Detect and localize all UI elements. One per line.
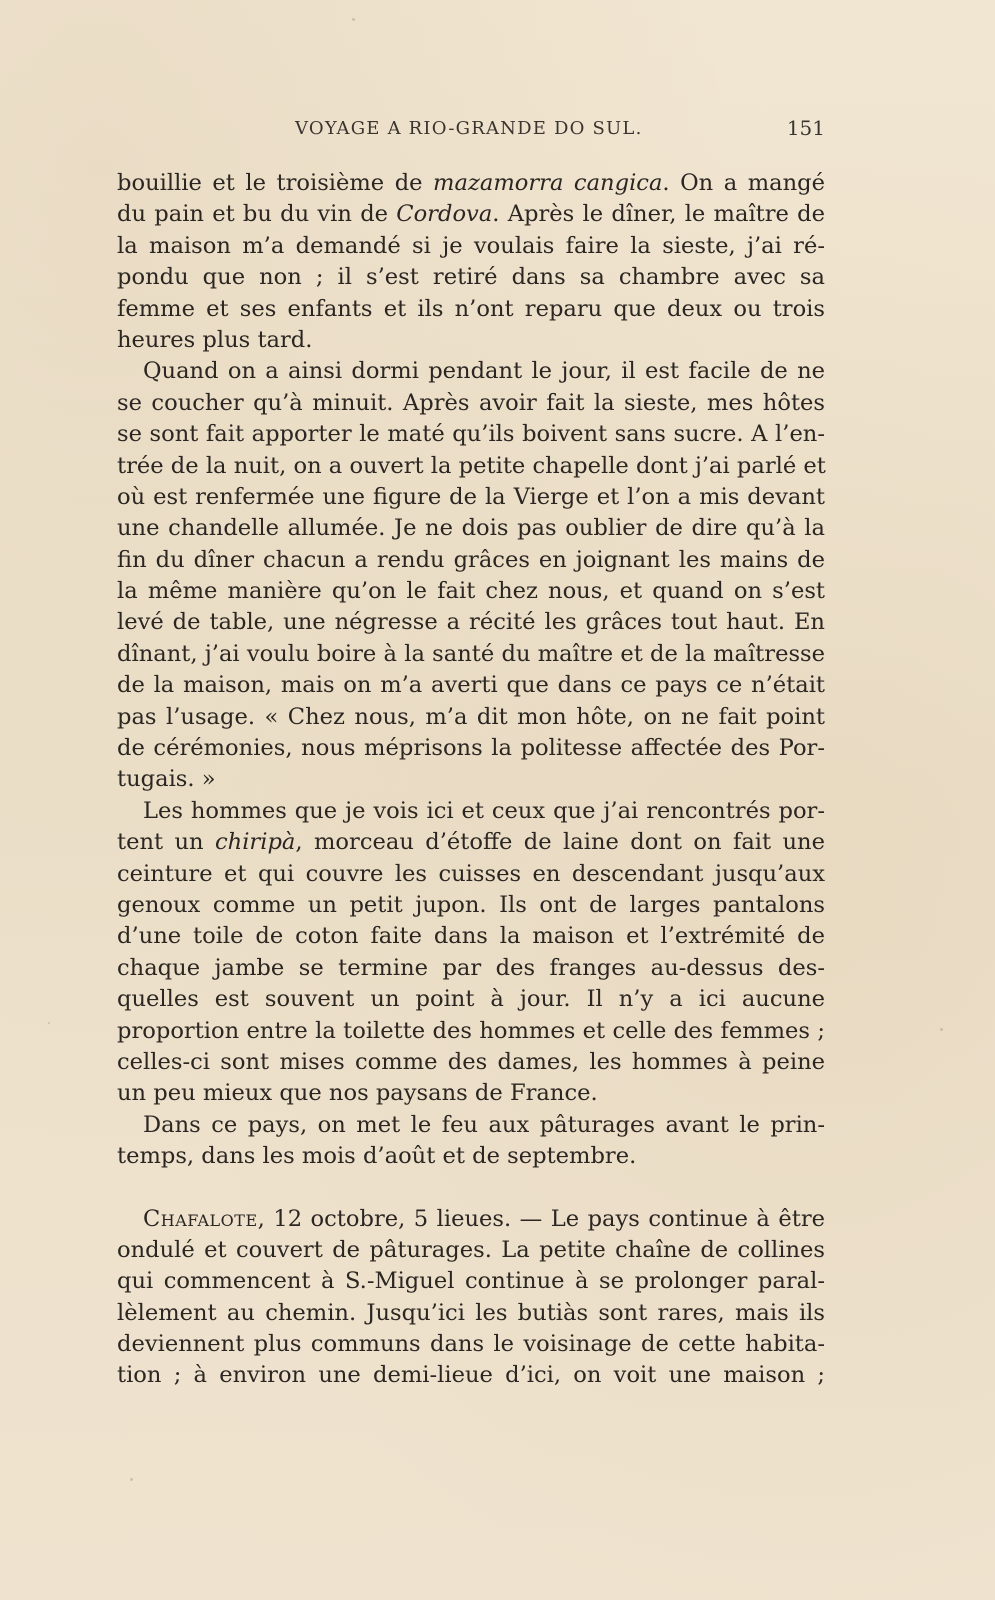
paper-speck [130, 1478, 133, 1481]
italic-term: Cordova [396, 201, 493, 228]
text-line: pondu que non ; il s’est retiré dans sa chambre avec sa [117, 264, 825, 291]
text-line: ondulé et couvert de pâturages. La petite chaîne de collines [117, 1236, 825, 1263]
body-text [117, 168, 825, 1392]
text-line: pas l’usage. « Chez nous, m’a dit mon hôte, on ne fait point [117, 703, 825, 730]
italic-term: mazamorra cangica [433, 170, 663, 196]
text-line: qui commencent à S.-Miguel continue à se prolonger paral- [117, 1268, 825, 1295]
text-line: fin du dîner chacun a rendu grâces en joignant les mains de [117, 546, 825, 573]
text-line: de la maison, mais on m’a averti que dans ce pays ce n’était [117, 672, 825, 699]
text-line: la maison m’a demandé si je voulais faire la sieste, j’ai ré- [117, 232, 825, 259]
text-line: tent un chiripà, morceau d’étoffe de laine dont on fait une [117, 829, 825, 856]
text-line: tion ; à environ une demi-lieue d’ici, on voit une maison ; [117, 1362, 825, 1389]
paragraph-start-line: Dans ce pays, on met le feu aux pâturages avant le prin- [143, 1111, 825, 1138]
text-line: du pain et bu du vin de Cordova. Après le dîner, le maître de [117, 201, 825, 228]
text-line: se coucher qu’à minuit. Après avoir fait la sieste, mes hôtes [117, 389, 825, 416]
text-line: heures plus tard. [117, 326, 313, 353]
text-line: femme et ses enfants et ils n’ont reparu que deux ou trois [117, 295, 825, 322]
page-number: 151 [786, 116, 825, 140]
paper-speck [352, 18, 355, 21]
text-line: bouillie et le troisième de mazamorra cangica. On a mangé [117, 170, 825, 196]
text-line: de cérémonies, nous méprisons la politesse affectée des Por- [117, 735, 825, 762]
text-line: celles-ci sont mises comme des dames, les hommes à peine [117, 1048, 825, 1075]
running-header [117, 116, 825, 146]
place-heading: Chafalote [143, 1205, 258, 1232]
text-line: tugais. » [117, 766, 216, 793]
running-title: VOYAGE A RIO-GRANDE DO SUL. [295, 118, 643, 139]
text-line: trée de la nuit, on a ouvert la petite chapelle dont j’ai parlé et [117, 452, 826, 479]
text-line: quelles est souvent un point à jour. Il n’y a ici aucune [117, 986, 825, 1013]
paper-speck [48, 1022, 50, 1024]
section-heading-line: Chafalote, 12 octobre, 5 lieues. — Le pays continue à être [143, 1205, 825, 1232]
text-line: deviennent plus communs dans le voisinage de cette habita- [117, 1331, 825, 1358]
text-line: se sont fait apporter le maté qu’ils boivent sans sucre. A l’en- [117, 421, 825, 448]
text-line: d’une toile de coton faite dans la maison et l’extrémité de [117, 923, 825, 950]
text-line: genoux comme un petit jupon. Ils ont de larges pantalons [117, 891, 825, 918]
text-line: chaque jambe se termine par des franges au-dessus des- [117, 954, 825, 981]
text-line: ceinture et qui couvre les cuisses en descendant jusqu’aux [117, 860, 825, 887]
text-line: une chandelle allumée. Je ne dois pas oublier de dire qu’à la [117, 515, 825, 542]
paragraph-start-line: Les hommes que je vois ici et ceux que j’ai rencontrés por- [143, 797, 825, 824]
text-line: temps, dans les mois d’août et de septembre. [117, 1143, 637, 1170]
paper-speck [940, 1028, 943, 1031]
text-line: dînant, j’ai voulu boire à la santé du maître et de la maîtresse [117, 640, 825, 667]
text-line: proportion entre la toilette des hommes et celle des femmes ; [117, 1017, 825, 1044]
section-gap [117, 1173, 825, 1204]
text-line: un peu mieux que nos paysans de France. [117, 1080, 598, 1107]
text-line: lèlement au chemin. Jusqu’ici les butiàs sont rares, mais ils [117, 1299, 825, 1326]
text-line: levé de table, une négresse a récité les grâces tout haut. En [117, 609, 825, 636]
text-line: la même manière qu’on le fait chez nous, et quand on s’est [117, 578, 825, 605]
italic-term: chiripà [215, 829, 296, 856]
paragraph-start-line: Quand on a ainsi dormi pendant le jour, il est facile de ne [143, 358, 825, 385]
text-line: où est renfermée une figure de la Vierge et l’on a mis devant [117, 483, 825, 510]
